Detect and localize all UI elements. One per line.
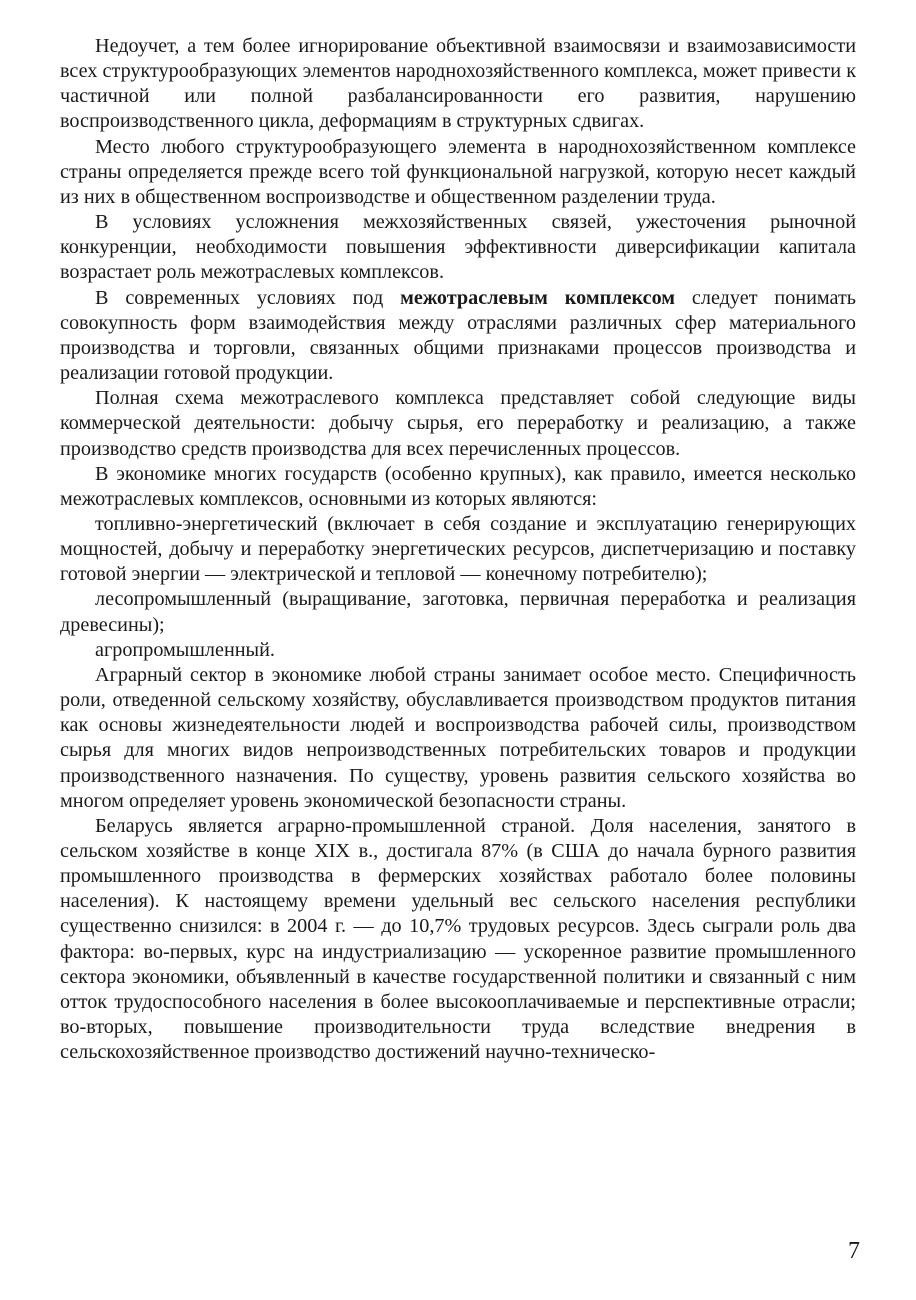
- page-number: 7: [848, 1238, 860, 1264]
- paragraph-8: Беларусь является аграрно-промышленной страной. Доля населения, занятого в сельском хозяйстве в конце XIX в., достигала 87% (в США до начала бурного развития промышленного производства в фермерских хозяйствах работало более половины населения). К настоящему времени удельный вес сельского населения республики существенно снизился: в 2004 г. — до 10,7% трудовых ресурсов. Здесь сыграли роль два фактора: во-первых, курс на индустриализацию — ускоренное развитие промышленного сектора экономики, объявленный в качестве государственной политики и связанный с ним отток трудоспособного населения в более высокооплачиваемые и перспективные отрасли; во-вторых, повышение производительности труда вследствие внедрения в сельскохозяйственное производство достижений научно-техническо-: [60, 814, 856, 1064]
- list-item-agro: агропромышленный.: [95, 638, 275, 661]
- definition-lead: В современных условиях под: [95, 286, 401, 309]
- definition-body: следует понимать совокупность форм взаимодействия между отраслями различных сфер материального производства и торговли, связанных общими признаками процессов производства и реализации готовой продукции.: [60, 286, 857, 385]
- list-item-timber: лесопромышленный (выращивание, заготовка, первичная переработка и реализация древесины);: [60, 588, 856, 636]
- paragraph-1: Недоучет, а тем более игнорирование объективной взаимосвязи и взаимозависимости всех структурообразующих элементов народнохозяйственного комплекса, может привести к частичной или полной разбалансированности его развития, нарушению воспроизводственного цикла, деформациям в структурных сдвигах.: [60, 35, 856, 133]
- paragraph-2: Место любого структурообразующего элемента в народнохозяйственном комплексе страны определяется прежде всего той функциональной нагрузкой, которую несет каждый из них в общественном воспроизводстве и общественном разделении труда.: [60, 135, 856, 208]
- paragraph-3: В условиях усложнения межхозяйственных связей, ужесточения рыночной конкуренции, необходимости повышения эффективности диверсификации капитала возрастает роль межотраслевых комплексов.: [60, 211, 856, 284]
- paragraph-definition: [60, 286, 856, 387]
- page-body: [60, 34, 856, 1065]
- paragraph-5: Полная схема межотраслевого комплекса представляет собой следующие виды коммерческой деятельности: добычу сырья, его переработку и реализацию, а также производство средств производства для всех перечисленных процессов.: [60, 387, 856, 460]
- paragraph-6: В экономике многих государств (особенно крупных), как правило, имеется несколько межотраслевых комплексов, основными из которых являются:: [60, 462, 856, 510]
- definition-term: межотраслевым комплексом: [400, 286, 676, 309]
- list-item-fuel-energy: топливно-энергетический (включает в себя создание и эксплуатацию генерирующих мощностей, добычу и переработку энергетических ресурсов, диспетчеризацию и поставку готовой энергии — электрической и тепловой — конечному потребителю);: [60, 512, 856, 586]
- paragraph-7: Аграрный сектор в экономике любой страны занимает особое место. Специфичность роли, отведенной сельскому хозяйству, обуславливается производством продуктов питания как основы жизнедеятельности людей и воспроизводства рабочей силы, производством сырья для многих видов непроизводственных потребительских товаров и продукции производственного назначения. По существу, уровень развития сельского хозяйства во многом определяет уровень экономической безопасности страны.: [60, 663, 856, 812]
